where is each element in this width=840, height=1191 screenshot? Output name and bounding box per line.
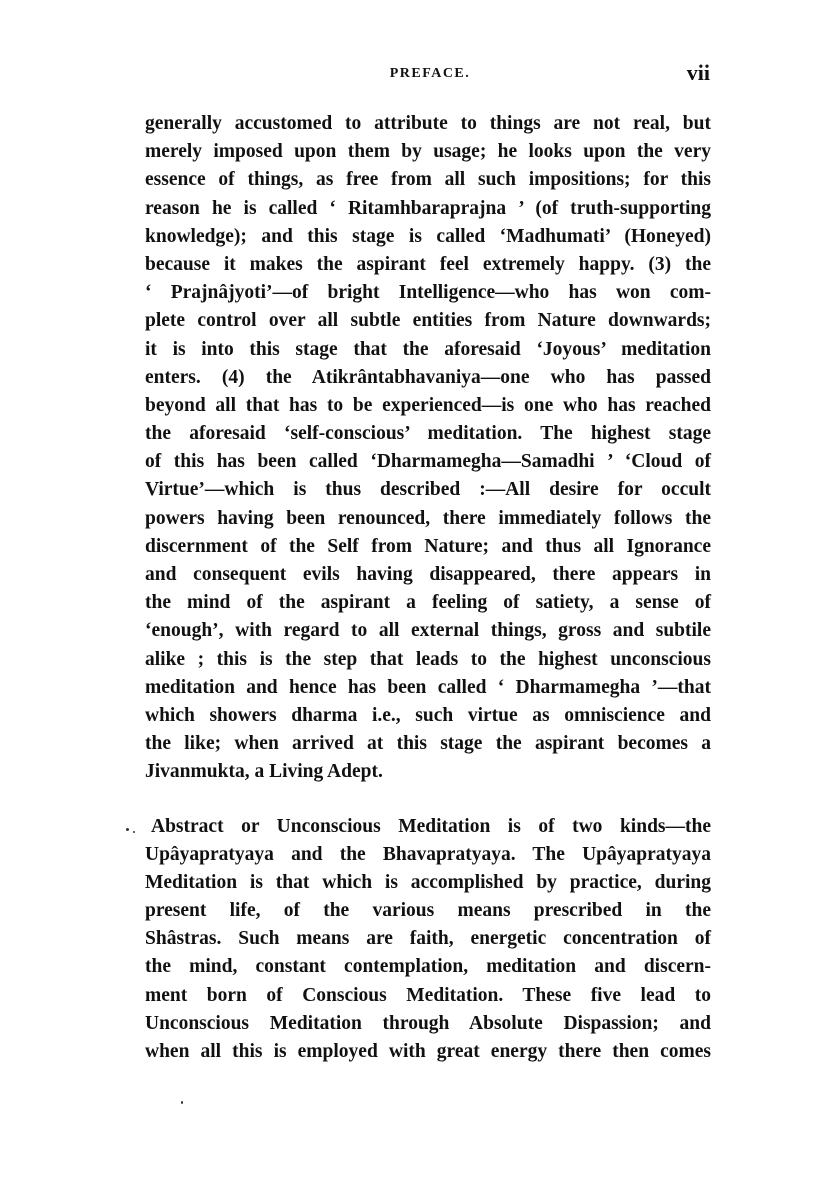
- text-line: present life, of the various means prescribed in the: [145, 900, 711, 922]
- text-line: plete control over all subtle entities from Nature downwards;: [145, 310, 711, 332]
- text-line: the mind, constant contemplation, meditation and discern-: [145, 956, 711, 978]
- text-line: Upâyapratyaya and the Bhavapratyaya. The Upâyapratyaya: [145, 843, 711, 865]
- text-line: merely imposed upon them by usage; he looks upon the very: [145, 141, 711, 163]
- text-line: ment born of Conscious Meditation. These five lead to: [145, 984, 711, 1006]
- text-line: essence of things, as free from all such impositions; for this: [145, 169, 711, 191]
- print-speck: [181, 1101, 183, 1104]
- text-line: Virtue’—which is thus described :—All desire for occult: [145, 479, 711, 501]
- text-line: Jivanmukta, a Living Adept.: [145, 761, 383, 783]
- text-line: knowledge); and this stage is called ‘Madhumati’ (Honeyed): [145, 225, 711, 247]
- running-title: PREFACE.: [389, 66, 471, 81]
- text-line: generally accustomed to attribute to things are not real, but: [145, 113, 711, 134]
- text-line: ‘ Prajnâjyoti’—of bright Intelligence—who has won com-: [145, 282, 711, 304]
- paragraph-2: [145, 813, 711, 1067]
- page-number: vii: [686, 60, 710, 85]
- text-line: meditation and hence has been called ‘ Dharmamegha ’—that: [145, 676, 711, 698]
- body-text: [145, 110, 711, 1066]
- text-line: the like; when arrived at this stage the aspirant becomes a: [145, 733, 711, 755]
- text-line: beyond all that has to be experienced—is one who has reached: [145, 394, 711, 416]
- text-line: alike ; this is the step that leads to the highest unconscious: [145, 648, 711, 670]
- running-head: [150, 60, 710, 90]
- text-line: which showers dharma i.e., such virtue as omniscience and: [145, 704, 711, 726]
- paragraph-1: [145, 110, 711, 787]
- print-speck: [126, 828, 129, 831]
- paragraph-gap: [145, 787, 711, 813]
- text-line: Abstract or Unconscious Meditation is of two kinds—the: [151, 815, 711, 837]
- text-line: reason he is called ‘ Ritamhbaraprajna ’ (of truth-supporting: [145, 197, 711, 219]
- text-line: because it makes the aspirant feel extremely happy. (3) the: [145, 253, 711, 275]
- text-line: Unconscious Meditation through Absolute Dispassion; and: [145, 1012, 711, 1034]
- text-line: enters. (4) the Atikrântabhavaniya—one who has passed: [145, 366, 711, 388]
- text-line: the aforesaid ‘self-conscious’ meditation. The highest stage: [145, 423, 711, 445]
- text-line: it is into this stage that the aforesaid ‘Joyous’ meditation: [145, 338, 711, 360]
- print-speck: [133, 831, 135, 833]
- text-line: powers having been renounced, there immediately follows the: [145, 507, 711, 529]
- text-line: when all this is employed with great energy there then comes: [145, 1041, 711, 1062]
- text-line: and consequent evils having disappeared, there appears in: [145, 564, 711, 585]
- text-line: discernment of the Self from Nature; and thus all Ignorance: [145, 535, 711, 557]
- text-line: Meditation is that which is accomplished by practice, during: [145, 871, 711, 893]
- text-line: the mind of the aspirant a feeling of satiety, a sense of: [145, 592, 711, 614]
- text-line: of this has been called ‘Dharmamegha—Samadhi ’ ‘Cloud of: [145, 451, 711, 473]
- text-line: Shâstras. Such means are faith, energetic concentration of: [145, 928, 711, 950]
- text-line: ‘enough’, with regard to all external things, gross and subtile: [145, 620, 711, 642]
